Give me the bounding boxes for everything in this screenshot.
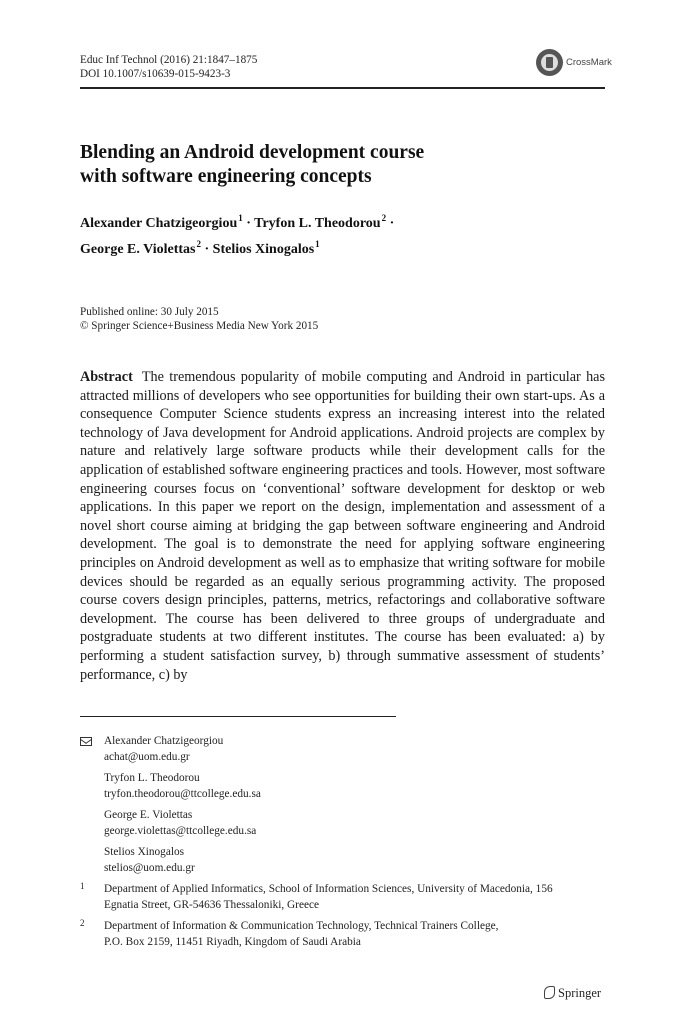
author-separator: · xyxy=(204,242,213,257)
contact-name: Stelios Xinogalos xyxy=(104,846,185,858)
contact-email[interactable]: stelios@uom.edu.gr xyxy=(104,861,195,874)
journal-reference: Educ Inf Technol (2016) 21:1847–1875 xyxy=(80,54,258,66)
crossmark-label: CrossMark xyxy=(566,57,612,68)
author-affiliation-mark: 2 xyxy=(381,213,387,223)
contact-name: Alexander Chatzigeorgiou xyxy=(104,735,224,747)
author-separator: · xyxy=(246,216,255,231)
author-name[interactable]: Alexander Chatzigeorgiou xyxy=(80,216,238,231)
author-line-2 xyxy=(80,234,605,260)
footnote-rule xyxy=(80,716,396,717)
author-list xyxy=(80,208,605,260)
contact-name: George E. Violettas xyxy=(104,809,193,821)
contact-entry xyxy=(80,808,605,839)
contact-name: Tryfon L. Theodorou xyxy=(104,772,200,784)
publisher-name: Springer xyxy=(558,986,602,1000)
header-rule xyxy=(80,87,605,89)
article-title xyxy=(80,141,600,189)
author-name[interactable]: Stelios Xinogalos xyxy=(212,242,315,257)
title-line-1: Blending an Android development course xyxy=(80,142,425,163)
author-separator: · xyxy=(389,216,395,231)
author-affiliation-mark: 2 xyxy=(196,239,201,249)
author-affiliation-mark: 1 xyxy=(315,239,320,249)
contact-email[interactable]: tryfon.theodorou@ttcollege.edu.sa xyxy=(104,787,261,800)
author-name[interactable]: George E. Violettas xyxy=(80,242,196,257)
contact-entry xyxy=(80,734,605,765)
abstract-text: The tremendous popularity of mobile computing and Android in particular has attracted millions of developers who see opportunities for building their own start-ups. As a consequence Computer Science students express an increasing interest into the related technology of Java development for Android applications. Android projects are complex by nature and relatively large software products while their development calls for the application of established software engineering practices and tools. However, most software engineering courses focus on ‘conventional’ software development for desktop or web applications. In this paper we report on the design, implementation and assessment of a novel short course aiming at bridging the gap between software engineering and Android development. The goal is to demonstrate the need for applying software engineering principles on Android development as well as to emphasize that writing software for mobile devices should be regarded as an equally serious programming activity. The proposed course covers design principles, patterns, metrics, refactorings and collaborative software development. The course has been delivered to three groups of undergraduate and postgraduate students at two different institutes. The course has been evaluated: a) by performing a student satisfaction survey, b) through summative assessment of students’ performance, c) by xyxy=(80,369,606,683)
published-date: Published online: 30 July 2015 xyxy=(80,306,219,318)
affiliation-entry xyxy=(80,882,605,913)
affiliation-number: 1 xyxy=(80,881,85,891)
affiliation-number: 2 xyxy=(80,918,85,928)
springer-horse-icon xyxy=(544,986,555,999)
abstract xyxy=(80,368,605,684)
affiliation-line: P.O. Box 2159, 11451 Riyadh, Kingdom of Saudi Arabia xyxy=(104,935,361,948)
publisher-logo xyxy=(544,986,601,1001)
author-line-1 xyxy=(80,208,605,234)
contact-entry xyxy=(80,771,605,802)
contact-email[interactable]: achat@uom.edu.gr xyxy=(104,750,190,763)
affiliation-line: Egnatia Street, GR-54636 Thessaloniki, Greece xyxy=(104,898,319,911)
copyright-notice: © Springer Science+Business Media New York 2015 xyxy=(80,320,319,332)
author-affiliation-mark: 1 xyxy=(238,213,243,223)
doi-link[interactable]: DOI 10.1007/s10639-015-9423-3 xyxy=(80,68,231,80)
affiliation-line: Department of Applied Informatics, School of Information Sciences, University of Macedonia, 156 xyxy=(104,883,553,895)
abstract-heading: Abstract xyxy=(80,369,133,385)
author-contacts xyxy=(80,734,605,956)
crossmark-badge[interactable] xyxy=(536,49,616,79)
envelope-icon xyxy=(80,737,92,746)
author-name[interactable]: Tryfon L. Theodorou xyxy=(254,216,381,231)
title-line-2: with software engineering concepts xyxy=(80,166,372,187)
affiliation-line: Department of Information & Communication Technology, Technical Trainers College, xyxy=(104,920,499,932)
contact-entry xyxy=(80,845,605,876)
contact-email[interactable]: george.violettas@ttcollege.edu.sa xyxy=(104,824,257,837)
affiliation-entry xyxy=(80,919,605,950)
crossmark-icon xyxy=(536,49,563,76)
